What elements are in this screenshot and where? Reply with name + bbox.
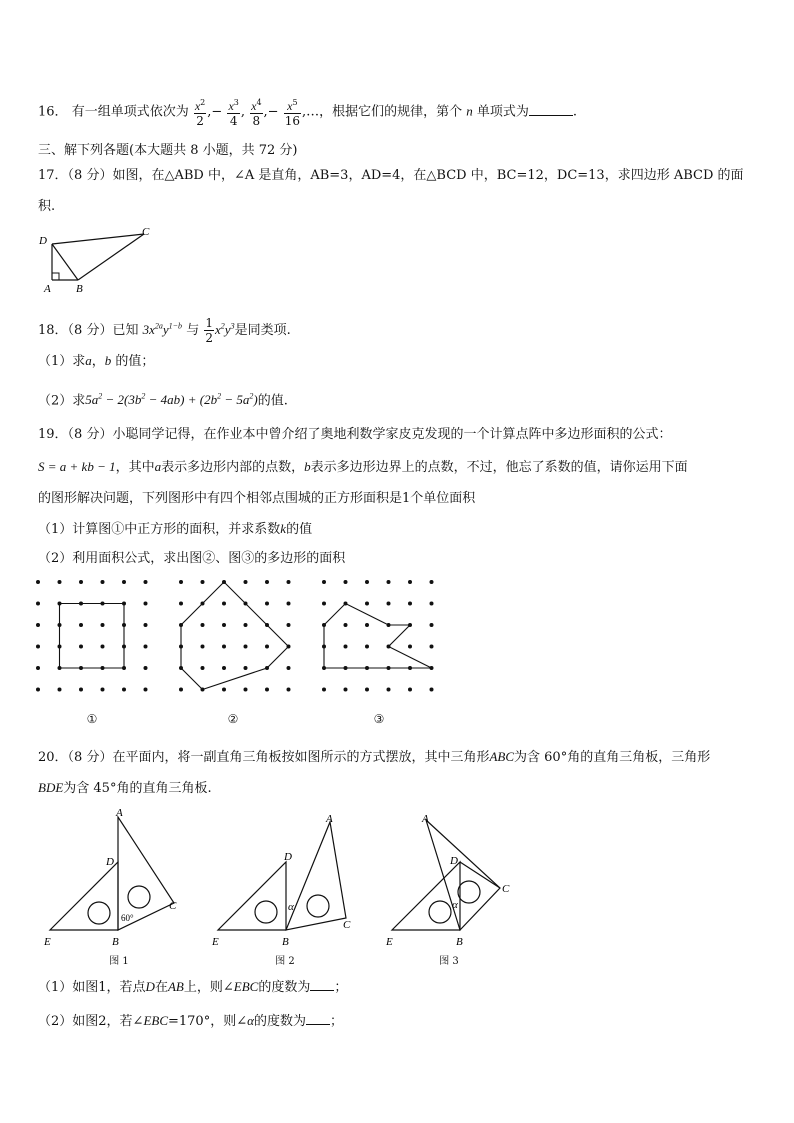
q16-pre: 有一组单项式依次为 (71, 104, 189, 120)
grid-dot (265, 688, 269, 692)
grid-dot (122, 688, 126, 692)
q17-label-B: B (76, 283, 83, 295)
grid-dot (58, 602, 62, 606)
grid-dot (201, 623, 205, 627)
q18-part1: （1）求a，b 的值； (38, 353, 155, 369)
grid-dot (58, 666, 62, 670)
grid-dot (408, 623, 412, 627)
q20-figure-2 (208, 810, 368, 965)
grid-dot (322, 602, 326, 606)
grid-dot (179, 645, 183, 649)
q18-half: $\frac{1}{2}$ (205, 316, 213, 345)
grid-dot (344, 580, 348, 584)
svg-text:C: C (169, 900, 177, 912)
grid-dot (365, 645, 369, 649)
grid-dot (58, 580, 62, 584)
grid-dot (387, 666, 391, 670)
grid-dot (365, 623, 369, 627)
grid-dot (344, 602, 348, 606)
grid-dot (265, 580, 269, 584)
q20-p2-answer-blank[interactable] (306, 1012, 330, 1025)
q20-caption-3: 图 3 (439, 956, 459, 967)
grid-dot (287, 580, 291, 584)
svg-text:D: D (106, 856, 114, 868)
grid-dot (101, 623, 105, 627)
q20-figure-1 (38, 805, 188, 965)
q19-grid-2 (173, 574, 303, 699)
grid-dot (144, 602, 148, 606)
grid-dot (144, 580, 148, 584)
q17-label-C: C (142, 226, 150, 238)
q19-line3: 的图形解决问题，下列图形中有四个相邻点围城的正方形面积是1个单位面积 (38, 491, 476, 506)
grid-dot (222, 623, 226, 627)
grid-dot (79, 602, 83, 606)
q20-part2: （2）如图2，若∠EBC=170°，则∠α的度数为 ； (38, 1013, 343, 1029)
grid-polygon (60, 604, 125, 669)
q19-part1: （1）计算图①中正方形的面积，并求系数k的值 (38, 521, 313, 537)
grid-dot (79, 580, 83, 584)
grid-dot (36, 623, 40, 627)
svg-text:B: B (282, 936, 289, 948)
svg-text:E: E (212, 936, 219, 948)
grid-dot (287, 688, 291, 692)
grid-dot (101, 602, 105, 606)
grid-dot (430, 623, 434, 627)
q20-figure-3 (382, 810, 522, 965)
q16-term-2: $\frac{x^3}{4}$ (228, 98, 239, 128)
grid-dot (36, 645, 40, 649)
q19-formula: S = a + kb − 1 (38, 459, 116, 474)
grid-dot (179, 580, 183, 584)
grid-dot (244, 645, 248, 649)
grid-dot (79, 666, 83, 670)
grid-dot (179, 666, 183, 670)
q20-caption-2: 图 2 (275, 956, 295, 967)
q16-tail: 单项式为 (476, 104, 529, 120)
q20-alpha-fig3: α (452, 899, 458, 911)
grid-dot (287, 602, 291, 606)
grid-dot (244, 623, 248, 627)
q16-answer-blank[interactable] (529, 103, 573, 116)
q19-grid-1 (30, 574, 160, 699)
grid-dot (36, 602, 40, 606)
grid-dot (244, 688, 248, 692)
grid-dot (287, 645, 291, 649)
grid-dot (287, 666, 291, 670)
grid-dot (344, 623, 348, 627)
grid-dot (36, 580, 40, 584)
grid-dot (179, 688, 183, 692)
grid-dot (201, 645, 205, 649)
grid-dot (179, 602, 183, 606)
grid-dot (79, 688, 83, 692)
grid-dot (244, 580, 248, 584)
q19-caption-2: ② (227, 712, 239, 726)
grid-dot (265, 666, 269, 670)
q16-term-1: $\frac{x^2}{2}$ (194, 98, 206, 128)
grid-dot (387, 580, 391, 584)
grid-dot (365, 688, 369, 692)
grid-dot (408, 645, 412, 649)
svg-text:C: C (343, 919, 351, 931)
q17-label-D: D (39, 235, 47, 247)
grid-dot (287, 623, 291, 627)
grid-dot (122, 602, 126, 606)
grid-dot (36, 688, 40, 692)
q16-number: 16． (38, 104, 68, 120)
q20-line2: BDE为含 45°角的直角三角板. (38, 780, 212, 796)
grid-dot (222, 688, 226, 692)
grid-dot (265, 602, 269, 606)
grid-dot (201, 666, 205, 670)
grid-dot (365, 580, 369, 584)
grid-dot (344, 688, 348, 692)
q17-label-A: A (44, 283, 51, 295)
q17-figure (36, 224, 156, 296)
grid-dot (144, 623, 148, 627)
grid-dot (222, 666, 226, 670)
grid-dot (58, 645, 62, 649)
q20-angle-60: 60° (121, 913, 134, 923)
grid-dot (101, 645, 105, 649)
grid-polygon (181, 582, 289, 690)
grid-dot (222, 602, 226, 606)
q19-caption-1: ① (86, 712, 98, 726)
grid-dot (430, 688, 434, 692)
q16-term-4: $\frac{x^5}{16}$ (284, 98, 300, 128)
q16-n: n (466, 103, 473, 119)
grid-dot (222, 580, 226, 584)
grid-dot (122, 580, 126, 584)
grid-dot (144, 688, 148, 692)
q17-line2: 积. (38, 199, 56, 214)
grid-dot (201, 580, 205, 584)
grid-dot (322, 623, 326, 627)
svg-text:E: E (386, 936, 393, 948)
q20-part1: （1）如图1，若点D在AB上，则∠EBC的度数为 ； (38, 979, 348, 995)
grid-dot (122, 623, 126, 627)
svg-text:B: B (456, 936, 463, 948)
svg-text:B: B (112, 936, 119, 948)
grid-dot (79, 623, 83, 627)
grid-dot (387, 688, 391, 692)
q20-alpha-fig2: α (288, 901, 294, 913)
svg-text:E: E (44, 936, 51, 948)
q20-line1: 20．（8 分）在平面内，将一副直角三角板按如图所示的方式摆放，其中三角形ABC为含 60°角的直角三角板，三角形 (38, 749, 711, 765)
svg-text:A: A (326, 813, 333, 825)
svg-text:D: D (284, 851, 292, 863)
grid-dot (144, 666, 148, 670)
q19-line1: 19．（8 分）小聪同学记得，在作业本中曾介绍了奥地利数学家皮克发现的一个计算点阵中多边形面积的公式： (38, 427, 672, 442)
q16-term-3: $\frac{x^4}{8}$ (251, 98, 262, 128)
q20-caption-1: 图 1 (109, 956, 129, 967)
svg-text:A: A (422, 813, 429, 825)
grid-dot (430, 580, 434, 584)
grid-dot (101, 688, 105, 692)
q19-line2: S = a + kb − 1，其中a表示多边形内部的点数，b表示多边形边界上的点数，不过，他忘了系数的值，请你运用下面 (38, 459, 688, 475)
grid-dot (387, 645, 391, 649)
grid-dot (179, 623, 183, 627)
grid-dot (322, 666, 326, 670)
grid-dot (322, 688, 326, 692)
grid-dot (101, 666, 105, 670)
grid-dot (430, 645, 434, 649)
grid-dot (122, 666, 126, 670)
grid-dot (244, 666, 248, 670)
q17-line1: 17．（8 分）如图，在△ABD 中，∠A 是直角，AB=3，AD=4，在△BCD 中，BC=12，DC=13，求四边形 ABCD 的面 (38, 168, 744, 183)
q18-part2: （2）求$5a^2 - 2(3b^2 - 4ab) + (2b^2 - 5a^2)$的值. (38, 392, 288, 409)
grid-dot (122, 645, 126, 649)
grid-dot (344, 645, 348, 649)
grid-dot (387, 623, 391, 627)
q19-caption-3: ③ (373, 712, 385, 726)
q19-part2: （2）利用面积公式，求出图②、图③的多边形的面积 (38, 551, 346, 566)
grid-dot (244, 602, 248, 606)
grid-dot (387, 602, 391, 606)
grid-dot (322, 580, 326, 584)
grid-dot (101, 580, 105, 584)
q19-grid-3 (316, 574, 446, 699)
grid-dot (36, 666, 40, 670)
grid-dot (408, 602, 412, 606)
grid-dot (408, 666, 412, 670)
grid-dot (430, 602, 434, 606)
svg-text:C: C (502, 883, 510, 895)
grid-dot (201, 688, 205, 692)
svg-text:D: D (450, 855, 458, 867)
q20-p1-answer-blank[interactable] (310, 978, 334, 991)
grid-dot (322, 645, 326, 649)
q18-line: 18．（8 分）已知 $3x^{2a}y^{1-b}$ 与 $\frac{1}{2}$ $x^2y^3$是同类项. (38, 316, 291, 345)
grid-dot (344, 666, 348, 670)
grid-polygon (324, 604, 432, 669)
svg-text:A: A (116, 807, 123, 819)
grid-dot (365, 666, 369, 670)
grid-dot (265, 645, 269, 649)
grid-dot (58, 688, 62, 692)
grid-dot (430, 666, 434, 670)
grid-dot (144, 645, 148, 649)
grid-dot (408, 580, 412, 584)
grid-dot (58, 623, 62, 627)
section-3-heading: 三、解下列各题(本大题共 8 小题，共 72 分) (38, 143, 298, 158)
grid-dot (201, 602, 205, 606)
q16-line: 16． 有一组单项式依次为 $\frac{x^2}{2}$ ,− $\frac{x^3}{4}$ , $\frac{x^4}{8}$ ,− $\frac{x^5}{16}$ ,…，根据它们的规律，第个 n 单项式为 . (38, 98, 578, 128)
grid-dot (222, 645, 226, 649)
grid-dot (79, 645, 83, 649)
grid-dot (408, 688, 412, 692)
grid-dot (265, 623, 269, 627)
grid-dot (365, 602, 369, 606)
